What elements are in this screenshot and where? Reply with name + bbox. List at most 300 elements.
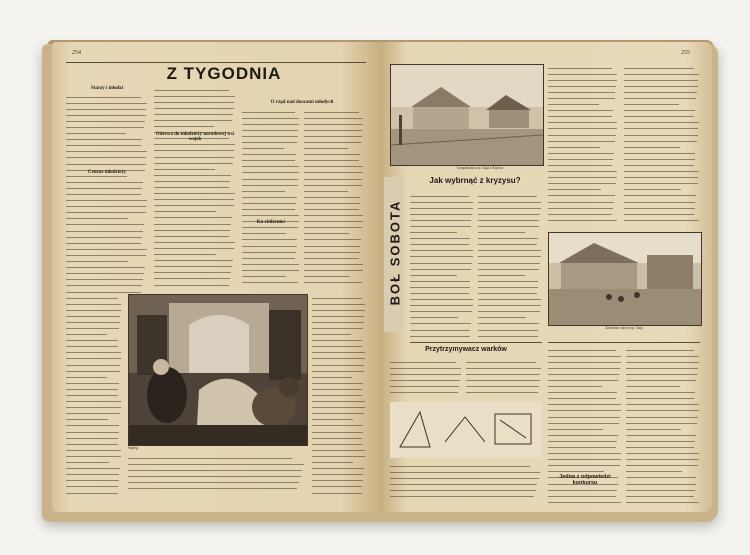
text-line [154, 251, 216, 256]
text-line [312, 410, 364, 415]
text-column [242, 108, 300, 288]
text-line [312, 294, 362, 299]
text-line [128, 484, 297, 489]
text-line [624, 192, 696, 197]
text-line [312, 318, 364, 323]
text-line [66, 392, 118, 397]
text-line [242, 248, 296, 253]
heading-rzad: O rząd nad duszami młodych [270, 100, 334, 105]
text-line [312, 404, 365, 409]
text-line [624, 113, 694, 118]
text-line [66, 459, 109, 464]
text-line [548, 155, 613, 160]
text-line [66, 258, 128, 263]
text-line [624, 162, 694, 167]
text-line [478, 222, 539, 227]
text-line [242, 266, 299, 271]
text-line [548, 204, 613, 209]
farm-photo-svg [391, 65, 543, 165]
text-line [478, 204, 541, 209]
text-line [548, 222, 617, 224]
text-line [242, 163, 299, 168]
text-line [548, 76, 617, 81]
text-line [478, 283, 538, 288]
text-line [478, 210, 540, 215]
text-line [242, 254, 295, 259]
text-line [626, 504, 699, 506]
text-line [66, 251, 146, 256]
text-line [66, 440, 118, 445]
text-line [410, 308, 472, 313]
text-line [312, 434, 362, 439]
text-line [466, 358, 536, 363]
text-line [66, 483, 118, 488]
text-line [626, 498, 699, 503]
text-line [624, 137, 697, 142]
text-line [626, 480, 696, 485]
text-line [312, 465, 364, 470]
text-line [154, 226, 230, 231]
text-line [548, 383, 602, 388]
text-line [312, 373, 352, 378]
text-line [624, 125, 698, 130]
text-line [390, 364, 461, 369]
text-line [66, 117, 145, 122]
text-line [66, 404, 121, 409]
text-line [66, 452, 121, 457]
text-line [478, 229, 525, 234]
text-line [154, 275, 230, 280]
text-line [410, 216, 471, 221]
yard-photo-svg [549, 233, 701, 325]
text-line [312, 355, 365, 360]
text-line [242, 242, 297, 247]
text-column [128, 454, 306, 494]
text-line [66, 465, 120, 470]
text-line [242, 175, 298, 180]
text-line [410, 229, 457, 234]
article3-title: Jedna z odpowiedzi konkursu [559, 474, 611, 486]
text-line [312, 471, 363, 476]
text-line [410, 210, 472, 215]
text-line [304, 138, 361, 143]
text-line [242, 138, 297, 143]
text-line [390, 376, 460, 381]
text-line [626, 437, 695, 442]
text-line [312, 422, 363, 427]
text-line [548, 462, 620, 467]
text-line [548, 425, 603, 430]
text-line [548, 395, 616, 400]
text-line [626, 468, 682, 473]
text-line [154, 86, 229, 91]
text-line [154, 196, 234, 201]
text-line [66, 471, 119, 476]
text-line [242, 108, 295, 113]
text-line [478, 290, 537, 295]
text-line [626, 346, 694, 351]
text-line [304, 242, 360, 247]
header-rule [66, 62, 366, 63]
text-column [304, 108, 364, 288]
text-line [128, 466, 302, 471]
text-line [66, 184, 142, 189]
text-line [548, 174, 617, 179]
text-line [312, 324, 363, 329]
text-line [548, 437, 617, 442]
article-title: Jak wybrnąć z kryzysu? [429, 176, 521, 185]
text-line [410, 296, 473, 301]
text-line [154, 92, 235, 97]
text-line [304, 163, 363, 168]
text-line [626, 401, 699, 406]
text-line [548, 119, 617, 124]
text-line [548, 486, 617, 491]
text-line [66, 130, 126, 135]
text-line [548, 82, 616, 87]
text-line [478, 265, 539, 270]
text-line [478, 320, 539, 325]
page-number-right: 255 [681, 50, 690, 56]
text-line [312, 331, 351, 336]
text-line [154, 232, 229, 237]
text-line [312, 343, 362, 348]
text-line [478, 216, 539, 221]
text-line [154, 257, 233, 262]
text-line [478, 296, 541, 301]
text-line [312, 416, 353, 421]
text-line [128, 478, 299, 483]
text-line [478, 235, 538, 240]
text-line [154, 153, 234, 158]
text-line [304, 273, 350, 278]
text-line [242, 151, 296, 156]
text-line [410, 332, 470, 337]
text-line [66, 385, 118, 390]
text-line [66, 288, 141, 293]
text-line [548, 450, 621, 455]
text-column [390, 358, 462, 398]
text-line [154, 281, 229, 286]
text-line [242, 199, 296, 204]
text-line [548, 137, 615, 142]
text-line [548, 364, 620, 369]
text-line [410, 259, 472, 264]
text-line [312, 489, 362, 494]
text-column [66, 93, 148, 293]
text-line [478, 332, 538, 337]
text-line [478, 302, 541, 307]
text-line [466, 376, 540, 381]
text-line [66, 446, 121, 451]
text-line [66, 197, 147, 202]
text-line [242, 145, 284, 150]
text-line [66, 422, 119, 427]
text-line [66, 123, 144, 128]
text-line [154, 214, 232, 219]
text-line [624, 210, 694, 215]
text-line [66, 349, 121, 354]
text-line [66, 99, 147, 104]
text-column [154, 86, 236, 286]
text-line [312, 446, 365, 451]
text-line [66, 434, 118, 439]
text-line [66, 428, 119, 433]
text-line [66, 355, 121, 360]
text-line [410, 198, 473, 203]
text-line [626, 370, 697, 375]
text-line [304, 212, 363, 217]
text-line [242, 181, 298, 186]
text-line [66, 361, 120, 366]
photo-caption: Szpieg [128, 446, 138, 450]
text-line [548, 352, 621, 357]
text-line [478, 192, 537, 197]
text-line [624, 180, 698, 185]
text-line [66, 264, 145, 269]
text-line [410, 271, 457, 276]
text-line [66, 178, 143, 183]
text-line [312, 440, 362, 445]
text-line [410, 204, 473, 209]
text-line [624, 70, 699, 75]
text-line [624, 94, 696, 99]
text-line [548, 358, 621, 363]
text-line [304, 230, 349, 235]
text-line [242, 260, 299, 265]
text-line [548, 389, 617, 394]
text-line [66, 477, 119, 482]
text-line [548, 492, 616, 497]
text-line [154, 110, 233, 115]
text-line [548, 210, 612, 215]
text-line [242, 230, 286, 235]
page-number-left: 254 [72, 50, 81, 56]
text-line [548, 413, 620, 418]
text-line [548, 113, 612, 118]
diagram-drawings [390, 402, 542, 458]
text-line [66, 282, 142, 287]
heading-cenzus: Cenzus młodzieży [87, 170, 127, 175]
text-line [410, 222, 471, 227]
left-page [52, 42, 380, 512]
text-line [624, 222, 698, 224]
text-line [66, 239, 141, 244]
article2-title: Przytrzymywacz warków [425, 346, 507, 353]
text-line [312, 398, 365, 403]
text-line [154, 202, 234, 207]
text-line [154, 116, 232, 121]
text-line [626, 376, 696, 381]
text-line [410, 247, 473, 252]
illustration-svg [129, 295, 307, 445]
text-line [66, 227, 143, 232]
text-line [626, 450, 699, 455]
text-line [624, 155, 695, 160]
text-line [128, 454, 292, 459]
text-line [312, 483, 362, 488]
text-line [154, 269, 231, 274]
text-line [548, 498, 621, 503]
text-line [66, 93, 141, 98]
text-line [624, 168, 699, 173]
text-line [242, 114, 299, 119]
text-line [312, 337, 362, 342]
text-line [66, 312, 120, 317]
text-line [390, 370, 461, 375]
text-line [304, 285, 361, 288]
text-line [410, 320, 471, 325]
text-line [624, 88, 697, 93]
text-line [626, 358, 699, 363]
text-line [410, 302, 473, 307]
text-line [548, 407, 621, 412]
text-line [548, 431, 618, 436]
text-line [66, 294, 118, 299]
section-rule [548, 342, 700, 343]
text-line [66, 324, 119, 329]
text-line [242, 126, 298, 131]
text-line [242, 187, 285, 192]
text-line [66, 233, 142, 238]
text-line [242, 285, 297, 288]
text-line [66, 215, 128, 220]
text-line [478, 198, 541, 203]
text-line [304, 187, 348, 192]
section-rule [410, 342, 542, 343]
text-line [304, 199, 360, 204]
text-line [304, 218, 363, 223]
text-line [548, 504, 621, 506]
text-column [312, 294, 366, 494]
heading-zblizenie: Ku zbliżeniu! [256, 220, 286, 225]
right-page [380, 42, 712, 512]
text-line [66, 160, 146, 165]
text-line [66, 136, 142, 141]
text-line [304, 224, 362, 229]
text-line [626, 419, 697, 424]
text-line [548, 198, 614, 203]
text-line [548, 162, 612, 167]
text-line [548, 94, 615, 99]
text-line [548, 168, 617, 173]
text-line [626, 474, 696, 479]
text-line [410, 192, 469, 197]
text-line [626, 425, 681, 430]
text-line [478, 253, 541, 258]
text-line [626, 383, 680, 388]
text-line [304, 108, 359, 113]
text-line [312, 428, 363, 433]
text-line [548, 180, 616, 185]
text-line [626, 456, 699, 461]
text-line [154, 98, 234, 103]
text-line [390, 486, 536, 491]
text-line [304, 157, 359, 162]
text-line [66, 209, 146, 214]
text-line [304, 151, 360, 156]
text-line [626, 431, 696, 436]
text-line [548, 216, 617, 221]
text-column [410, 192, 474, 342]
text-line [242, 132, 298, 137]
text-line [626, 444, 694, 449]
text-line [548, 444, 616, 449]
text-line [242, 157, 295, 162]
text-line [548, 401, 621, 406]
text-line [478, 314, 526, 319]
text-line [154, 171, 231, 176]
text-line [390, 492, 534, 497]
text-line [626, 395, 694, 400]
text-line [548, 468, 604, 473]
text-line [312, 452, 365, 457]
text-line [242, 169, 299, 174]
text-line [626, 352, 699, 357]
text-line [304, 132, 362, 137]
text-column [626, 346, 700, 506]
text-line [312, 312, 364, 317]
text-line [242, 193, 297, 198]
text-line [312, 385, 362, 390]
text-line [478, 271, 525, 276]
text-line [66, 105, 146, 110]
text-line [624, 143, 680, 148]
text-line [548, 143, 600, 148]
text-column [478, 192, 542, 342]
text-line [154, 238, 235, 243]
text-line [410, 241, 469, 246]
text-line [478, 326, 538, 331]
text-line [466, 370, 540, 375]
text-line [548, 186, 601, 191]
text-line [66, 331, 107, 336]
text-line [410, 290, 469, 295]
text-line [66, 203, 146, 208]
text-line [304, 120, 363, 125]
text-line [66, 111, 146, 116]
text-line [410, 314, 458, 319]
text-line [66, 416, 108, 421]
text-line [548, 376, 618, 381]
text-line [410, 235, 470, 240]
text-line [128, 460, 304, 465]
text-line [242, 120, 299, 125]
farm-photo-caption: Gospodarstwo p. Gaja z Kijowa [456, 166, 503, 170]
text-line [242, 273, 286, 278]
text-line [66, 154, 146, 159]
text-line [466, 388, 538, 393]
text-line [154, 165, 215, 170]
text-line [548, 125, 617, 130]
text-line [466, 395, 521, 398]
text-line [624, 198, 695, 203]
text-line [66, 148, 147, 153]
text-line [624, 107, 695, 112]
text-line [312, 367, 364, 372]
text-line [154, 177, 230, 182]
text-line [626, 389, 695, 394]
text-line [66, 367, 120, 372]
text-line [66, 379, 119, 384]
text-line [626, 492, 694, 497]
text-line [410, 277, 470, 282]
text-line [548, 88, 615, 93]
text-line [66, 276, 143, 281]
text-line [154, 104, 234, 109]
farm-photo [390, 64, 544, 166]
heading-starzy: Starzy i młodzi [90, 86, 124, 91]
